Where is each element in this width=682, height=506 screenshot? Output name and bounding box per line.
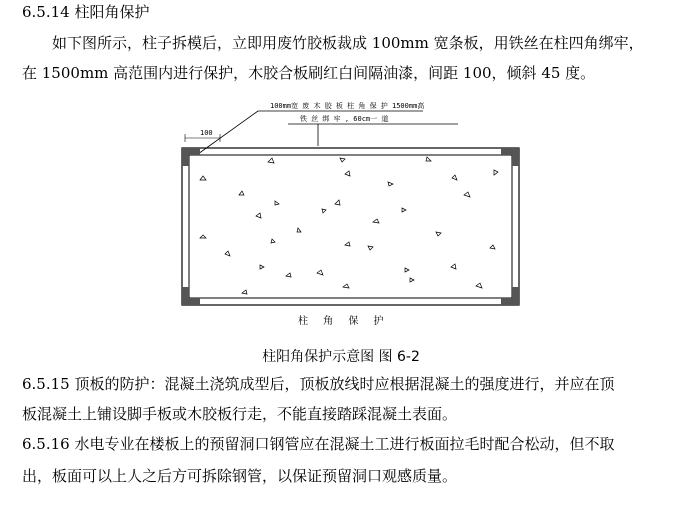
corner-boards — [182, 148, 519, 305]
section-6-5-14-paragraph-line-2: 在 1500mm 高范围内进行保护，木胶合板刷红白间隔油漆，间距 100，倾斜 45 度。 — [22, 64, 596, 82]
column-inner-outline — [189, 155, 512, 298]
figure-caption: 柱阳角保护示意图 图 6-2 — [262, 349, 420, 365]
section-6-5-16-line-1: 6.5.16 水电专业在楼板上的预留洞口钢管应在混凝土工进行板面拉毛时配合松动，但不取 — [22, 435, 615, 453]
section-6-5-14-paragraph-line-1: 如下图所示，柱子拆模后，立即用废竹胶板裁成 100mm 宽条板，用铁丝在柱四角绑牢， — [52, 34, 644, 52]
column-corner-protection-diagram — [140, 100, 560, 340]
dimension-text: 100 — [200, 129, 213, 137]
section-6-5-15-line-2: 板混凝土上铺设脚手板或木胶板行走，不能直接踏踩混凝土表面。 — [22, 405, 458, 423]
column-outline — [182, 148, 519, 305]
annotation-line-2: 铁 丝 绑 牢 , 60cm一 道 — [300, 115, 389, 123]
section-6-5-14-heading: 6.5.14 柱阳角保护 — [22, 3, 150, 21]
concrete-hatch-marks — [200, 157, 498, 294]
section-6-5-15-line-1: 6.5.15 顶板的防护：混凝土浇筑成型后，顶板放线时应根据混凝土的强度进行，并应在顶 — [22, 375, 615, 393]
section-6-5-16-line-2: 出，板面可以上人之后方可拆除钢管，以保证预留洞口观感质量。 — [22, 467, 458, 485]
diagram-bottom-label: 柱 角 保 护 — [298, 316, 390, 327]
annotation-line-1: 100mm宽 废 木 胶 板 柱 角 保 护 1500mm高 — [270, 102, 425, 110]
